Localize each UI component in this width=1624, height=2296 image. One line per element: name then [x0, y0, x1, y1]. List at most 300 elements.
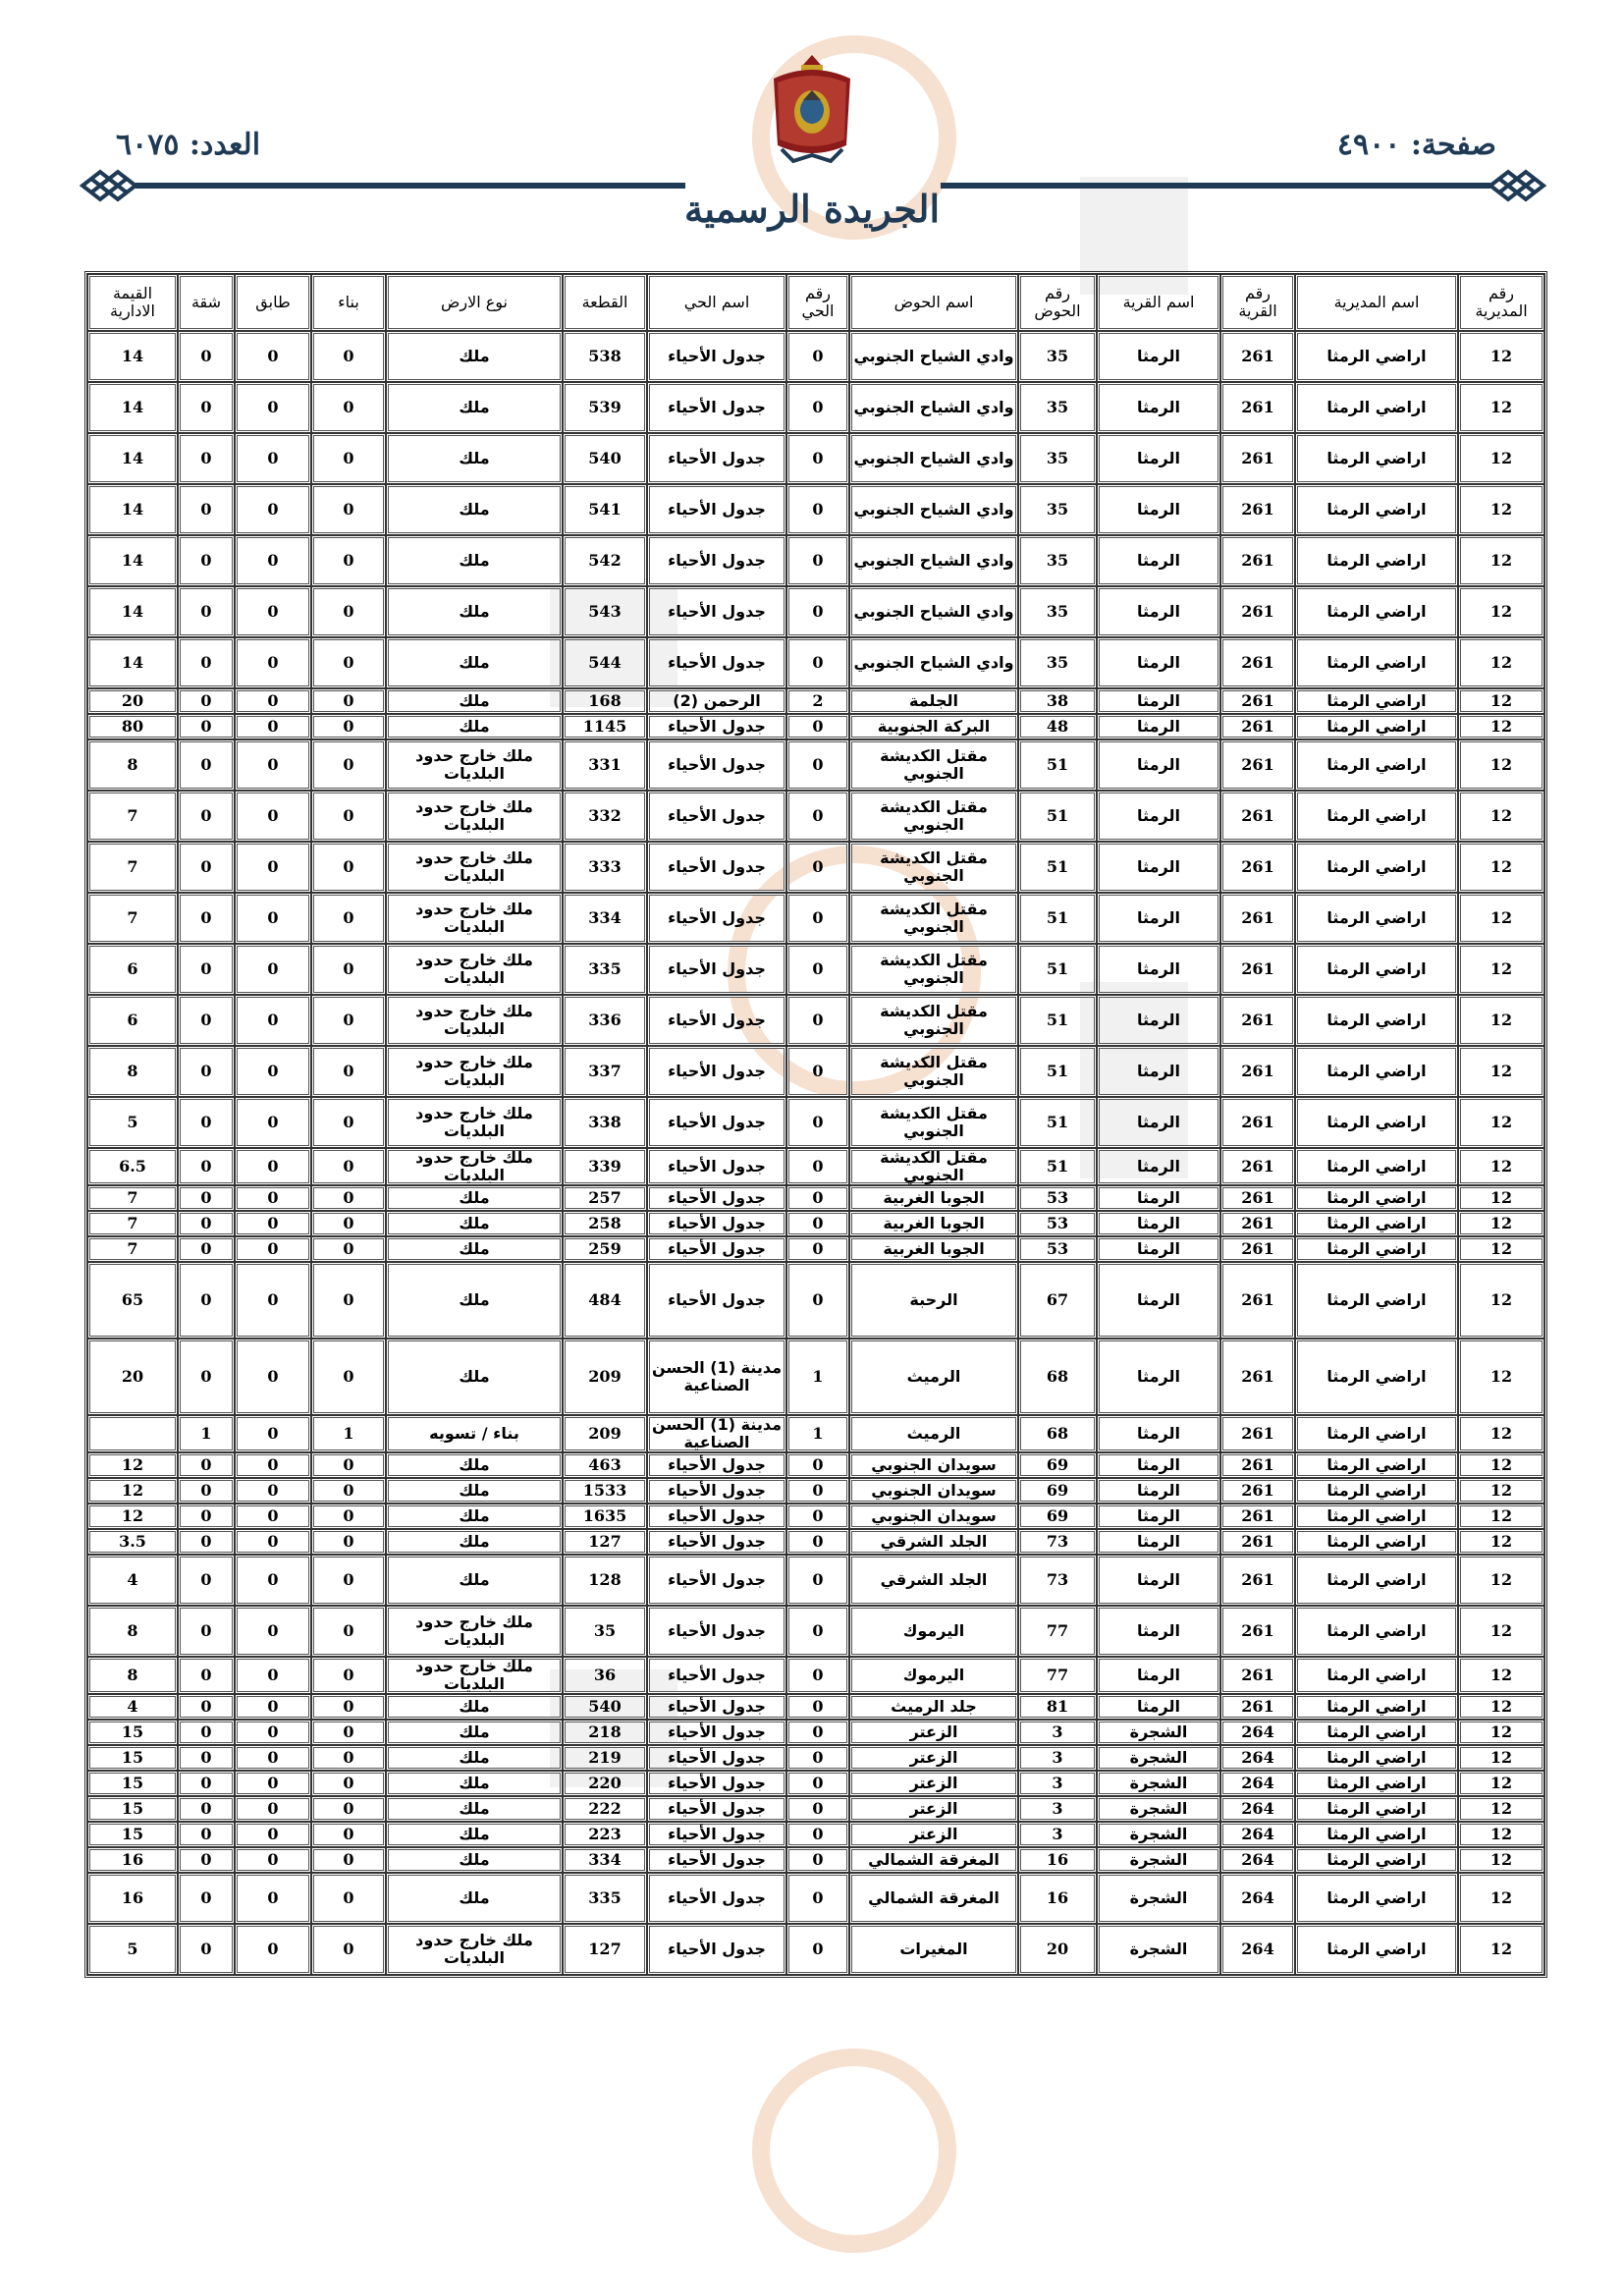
cell-district-name: جدول الأحياء	[647, 791, 786, 842]
cell-parcel: 218	[563, 1720, 647, 1745]
cell-district-no: 0	[786, 1657, 849, 1694]
cell-district-no: 0	[786, 1555, 849, 1606]
cell-directorate-no: 12	[1458, 944, 1544, 995]
cell-district-no: 1	[786, 1339, 849, 1415]
cell-basin-no: 77	[1018, 1606, 1097, 1657]
cell-floor: 0	[235, 1262, 311, 1339]
cell-parcel: 544	[563, 637, 647, 688]
header-village-no: رقم القرية	[1220, 274, 1295, 331]
header-basin-no: رقم الحوض	[1018, 274, 1097, 331]
cell-apartment: 0	[178, 637, 235, 688]
cell-basin-no: 35	[1018, 331, 1097, 382]
table-row	[87, 1924, 1544, 1975]
cell-village-name: الرمثا	[1097, 893, 1220, 944]
cell-parcel: 128	[563, 1555, 647, 1606]
cell-parcel: 540	[563, 433, 647, 484]
cell-directorate-name: اراضي الرمثا	[1295, 1924, 1458, 1975]
cell-admin-value: 15	[87, 1720, 178, 1745]
cell-village-name: الرمثا	[1097, 739, 1220, 791]
cell-district-no: 2	[786, 688, 849, 714]
cell-basin-no: 16	[1018, 1847, 1097, 1873]
cell-village-name: الشجرة	[1097, 1796, 1220, 1822]
cell-village-name: الرمثا	[1097, 791, 1220, 842]
cell-building: 0	[311, 1555, 386, 1606]
cell-admin-value: 6	[87, 995, 178, 1046]
cell-parcel: 542	[563, 535, 647, 586]
cell-directorate-name: اراضي الرمثا	[1295, 1657, 1458, 1694]
cell-district-name: جدول الأحياء	[647, 1211, 786, 1236]
cell-floor: 0	[235, 382, 311, 433]
cell-floor: 0	[235, 1046, 311, 1097]
cell-directorate-no: 12	[1458, 535, 1544, 586]
cell-village-name: الرمثا	[1097, 535, 1220, 586]
cell-directorate-no: 12	[1458, 893, 1544, 944]
cell-district-no: 0	[786, 791, 849, 842]
cell-floor: 0	[235, 842, 311, 893]
cell-admin-value: 5	[87, 1097, 178, 1148]
cell-village-no: 261	[1220, 535, 1295, 586]
cell-building: 0	[311, 1771, 386, 1796]
cell-directorate-name: اراضي الرمثا	[1295, 382, 1458, 433]
cell-directorate-no: 12	[1458, 1606, 1544, 1657]
cell-land-type: ملك	[386, 331, 563, 382]
cell-district-no: 0	[786, 484, 849, 535]
cell-basin-name: مقتل الكديشة الجنوبي	[849, 791, 1018, 842]
cell-basin-no: 35	[1018, 535, 1097, 586]
cell-building: 0	[311, 688, 386, 714]
cell-land-type: ملك	[386, 1452, 563, 1478]
cell-village-no: 261	[1220, 791, 1295, 842]
cell-village-no: 264	[1220, 1847, 1295, 1873]
cell-basin-name: الزعتر	[849, 1720, 1018, 1745]
cell-apartment: 0	[178, 484, 235, 535]
table-row	[87, 1555, 1544, 1606]
cell-land-type: ملك خارج حدود البلديات	[386, 1148, 563, 1185]
cell-parcel: 337	[563, 1046, 647, 1097]
cell-directorate-no: 12	[1458, 1262, 1544, 1339]
cell-parcel: 484	[563, 1262, 647, 1339]
cell-directorate-no: 12	[1458, 1097, 1544, 1148]
cell-land-type: ملك	[386, 1847, 563, 1873]
cell-directorate-no: 12	[1458, 1555, 1544, 1606]
cell-district-no: 0	[786, 1771, 849, 1796]
cell-floor: 0	[235, 331, 311, 382]
cell-directorate-no: 12	[1458, 1924, 1544, 1975]
cell-building: 0	[311, 1478, 386, 1503]
cell-directorate-name: اراضي الرمثا	[1295, 1046, 1458, 1097]
cell-village-name: الرمثا	[1097, 1478, 1220, 1503]
cell-parcel: 336	[563, 995, 647, 1046]
table-row	[87, 1771, 1544, 1796]
cell-admin-value: 14	[87, 433, 178, 484]
cell-land-type: ملك خارج حدود البلديات	[386, 944, 563, 995]
cell-floor: 0	[235, 1657, 311, 1694]
cell-district-no: 0	[786, 1694, 849, 1720]
cell-district-name: مدينة (1) الحسن الصناعية	[647, 1415, 786, 1452]
cell-village-no: 261	[1220, 1555, 1295, 1606]
cell-directorate-name: اراضي الرمثا	[1295, 331, 1458, 382]
cell-basin-no: 51	[1018, 1148, 1097, 1185]
cell-admin-value: 7	[87, 1236, 178, 1262]
cell-apartment: 0	[178, 1046, 235, 1097]
cell-village-no: 261	[1220, 1046, 1295, 1097]
cell-building: 0	[311, 535, 386, 586]
table-row	[87, 1415, 1544, 1452]
cell-district-no: 0	[786, 1822, 849, 1847]
cell-basin-name: مقتل الكديشة الجنوبي	[849, 1148, 1018, 1185]
header-apartment: شقة	[178, 274, 235, 331]
cell-parcel: 335	[563, 944, 647, 995]
cell-basin-no: 16	[1018, 1873, 1097, 1924]
cell-directorate-name: اراضي الرمثا	[1295, 1097, 1458, 1148]
cell-basin-name: المغرقة الشمالي	[849, 1847, 1018, 1873]
cell-building: 0	[311, 1211, 386, 1236]
cell-village-name: الرمثا	[1097, 433, 1220, 484]
cell-village-no: 261	[1220, 688, 1295, 714]
cell-district-name: جدول الأحياء	[647, 331, 786, 382]
cell-directorate-name: اراضي الرمثا	[1295, 1873, 1458, 1924]
cell-basin-name: الجوبا الغربية	[849, 1185, 1018, 1211]
cell-land-type: ملك	[386, 714, 563, 739]
cell-directorate-no: 12	[1458, 1657, 1544, 1694]
cell-parcel: 209	[563, 1415, 647, 1452]
cell-land-type: ملك خارج حدود البلديات	[386, 1657, 563, 1694]
cell-basin-no: 3	[1018, 1720, 1097, 1745]
cell-district-name: جدول الأحياء	[647, 433, 786, 484]
gazette-title: الجريدة الرسمية	[683, 187, 941, 231]
cell-directorate-no: 12	[1458, 331, 1544, 382]
table-row	[87, 1148, 1544, 1185]
cell-district-no: 0	[786, 1503, 849, 1529]
cell-building: 0	[311, 1148, 386, 1185]
cell-district-no: 0	[786, 1478, 849, 1503]
cell-directorate-no: 12	[1458, 484, 1544, 535]
table-row	[87, 1873, 1544, 1924]
cell-village-no: 261	[1220, 1606, 1295, 1657]
cell-district-name: جدول الأحياء	[647, 944, 786, 995]
table-row	[87, 791, 1544, 842]
cell-floor: 0	[235, 1478, 311, 1503]
cell-apartment: 0	[178, 1339, 235, 1415]
cell-basin-name: سويدان الجنوبي	[849, 1452, 1018, 1478]
cell-floor: 0	[235, 1415, 311, 1452]
cell-building: 0	[311, 1745, 386, 1771]
cell-village-no: 261	[1220, 1415, 1295, 1452]
cell-apartment: 0	[178, 382, 235, 433]
cell-parcel: 220	[563, 1771, 647, 1796]
cell-village-no: 261	[1220, 1657, 1295, 1694]
cell-directorate-no: 12	[1458, 637, 1544, 688]
cell-floor: 0	[235, 484, 311, 535]
header-basin-name: اسم الحوض	[849, 274, 1018, 331]
cell-apartment: 0	[178, 1555, 235, 1606]
cell-floor: 0	[235, 1694, 311, 1720]
cell-parcel: 463	[563, 1452, 647, 1478]
cell-village-name: الرمثا	[1097, 1657, 1220, 1694]
cell-district-name: جدول الأحياء	[647, 1873, 786, 1924]
cell-land-type: ملك	[386, 535, 563, 586]
cell-directorate-no: 12	[1458, 739, 1544, 791]
cell-directorate-no: 12	[1458, 714, 1544, 739]
cell-district-name: جدول الأحياء	[647, 535, 786, 586]
cell-apartment: 0	[178, 586, 235, 637]
cell-village-name: الرمثا	[1097, 1211, 1220, 1236]
cell-land-type: ملك خارج حدود البلديات	[386, 791, 563, 842]
cell-admin-value: 15	[87, 1822, 178, 1847]
cell-directorate-no: 12	[1458, 842, 1544, 893]
cell-directorate-name: اراضي الرمثا	[1295, 995, 1458, 1046]
cell-admin-value: 6	[87, 944, 178, 995]
cell-floor: 0	[235, 1822, 311, 1847]
cell-district-no: 0	[786, 714, 849, 739]
cell-village-name: الرمثا	[1097, 1415, 1220, 1452]
cell-admin-value: 20	[87, 1339, 178, 1415]
table-row	[87, 1529, 1544, 1555]
page-header	[0, 0, 1624, 265]
cell-directorate-no: 12	[1458, 1236, 1544, 1262]
cell-apartment: 0	[178, 842, 235, 893]
cell-directorate-name: اراضي الرمثا	[1295, 714, 1458, 739]
cell-admin-value: 14	[87, 586, 178, 637]
cell-directorate-no: 12	[1458, 382, 1544, 433]
cell-directorate-name: اراضي الرمثا	[1295, 1211, 1458, 1236]
cell-land-type: ملك	[386, 1555, 563, 1606]
cell-basin-name: وادي الشياح الجنوبي	[849, 586, 1018, 637]
cell-admin-value: 12	[87, 1478, 178, 1503]
cell-village-name: الرمثا	[1097, 995, 1220, 1046]
cell-district-no: 0	[786, 1606, 849, 1657]
cell-district-name: جدول الأحياء	[647, 1097, 786, 1148]
cell-directorate-name: اراضي الرمثا	[1295, 1771, 1458, 1796]
cell-district-no: 0	[786, 1452, 849, 1478]
cell-basin-name: الرحبة	[849, 1262, 1018, 1339]
cell-village-no: 261	[1220, 842, 1295, 893]
cell-basin-name: الزعتر	[849, 1745, 1018, 1771]
table-row	[87, 1211, 1544, 1236]
cell-land-type: ملك	[386, 1236, 563, 1262]
cell-admin-value: 7	[87, 1211, 178, 1236]
cell-directorate-no: 12	[1458, 1452, 1544, 1478]
cell-admin-value: 8	[87, 1606, 178, 1657]
cell-building: 0	[311, 1185, 386, 1211]
cell-directorate-name: اراضي الرمثا	[1295, 842, 1458, 893]
cell-directorate-no: 12	[1458, 1822, 1544, 1847]
cell-village-no: 264	[1220, 1873, 1295, 1924]
cell-admin-value: 12	[87, 1503, 178, 1529]
cell-basin-no: 51	[1018, 791, 1097, 842]
cell-admin-value: 7	[87, 1185, 178, 1211]
cell-district-name: الرحمن (2)	[647, 688, 786, 714]
cell-basin-no: 51	[1018, 893, 1097, 944]
cell-basin-no: 77	[1018, 1657, 1097, 1694]
cell-directorate-no: 12	[1458, 1771, 1544, 1796]
cell-basin-name: مقتل الكديشة الجنوبي	[849, 893, 1018, 944]
cell-land-type: ملك	[386, 1796, 563, 1822]
cell-village-no: 261	[1220, 1478, 1295, 1503]
cell-parcel: 332	[563, 791, 647, 842]
cell-building: 0	[311, 714, 386, 739]
cell-building: 0	[311, 1924, 386, 1975]
cell-directorate-no: 12	[1458, 586, 1544, 637]
cell-parcel: 335	[563, 1873, 647, 1924]
cell-land-type: ملك	[386, 688, 563, 714]
cell-district-name: جدول الأحياء	[647, 1822, 786, 1847]
cell-directorate-name: اراضي الرمثا	[1295, 791, 1458, 842]
cell-parcel: 259	[563, 1236, 647, 1262]
cell-floor: 0	[235, 433, 311, 484]
cell-admin-value: 4	[87, 1555, 178, 1606]
cell-district-name: جدول الأحياء	[647, 382, 786, 433]
cell-village-name: الرمثا	[1097, 1236, 1220, 1262]
cell-land-type: ملك	[386, 382, 563, 433]
cell-directorate-name: اراضي الرمثا	[1295, 1694, 1458, 1720]
cell-parcel: 35	[563, 1606, 647, 1657]
cell-village-no: 264	[1220, 1771, 1295, 1796]
cell-directorate-no: 12	[1458, 1415, 1544, 1452]
cell-directorate-name: اراضي الرمثا	[1295, 1148, 1458, 1185]
cell-district-name: جدول الأحياء	[647, 1924, 786, 1975]
table-row	[87, 1262, 1544, 1339]
cell-apartment: 0	[178, 1478, 235, 1503]
cell-basin-no: 73	[1018, 1529, 1097, 1555]
cell-apartment: 0	[178, 1211, 235, 1236]
cell-district-no: 0	[786, 382, 849, 433]
jordan-coat-of-arms-icon	[764, 51, 860, 167]
cell-district-no: 0	[786, 1211, 849, 1236]
cell-land-type: ملك خارج حدود البلديات	[386, 739, 563, 791]
cell-village-name: الرمثا	[1097, 1185, 1220, 1211]
cell-district-name: مدينة (1) الحسن الصناعية	[647, 1339, 786, 1415]
cell-district-name: جدول الأحياء	[647, 714, 786, 739]
cell-district-no: 0	[786, 535, 849, 586]
header-village-name: اسم القرية	[1097, 274, 1220, 331]
cell-village-no: 261	[1220, 1452, 1295, 1478]
cell-land-type: ملك خارج حدود البلديات	[386, 1924, 563, 1975]
cell-building: 0	[311, 382, 386, 433]
cell-village-no: 261	[1220, 1529, 1295, 1555]
cell-village-name: الشجرة	[1097, 1771, 1220, 1796]
cell-land-type: ملك خارج حدود البلديات	[386, 1097, 563, 1148]
cell-building: 0	[311, 331, 386, 382]
cell-district-no: 0	[786, 944, 849, 995]
cell-land-type: ملك	[386, 1478, 563, 1503]
cell-apartment: 0	[178, 331, 235, 382]
cell-district-name: جدول الأحياء	[647, 893, 786, 944]
cell-parcel: 127	[563, 1529, 647, 1555]
cell-village-name: الرمثا	[1097, 586, 1220, 637]
cell-parcel: 331	[563, 739, 647, 791]
cell-parcel: 257	[563, 1185, 647, 1211]
cell-district-name: جدول الأحياء	[647, 1606, 786, 1657]
cell-land-type: ملك	[386, 1720, 563, 1745]
cell-basin-no: 69	[1018, 1503, 1097, 1529]
cell-apartment: 0	[178, 1771, 235, 1796]
cell-district-name: جدول الأحياء	[647, 637, 786, 688]
cell-basin-name: الجلمة	[849, 688, 1018, 714]
cell-district-name: جدول الأحياء	[647, 586, 786, 637]
cell-apartment: 0	[178, 1924, 235, 1975]
cell-basin-no: 3	[1018, 1822, 1097, 1847]
cell-directorate-no: 12	[1458, 995, 1544, 1046]
cell-district-name: جدول الأحياء	[647, 1529, 786, 1555]
cell-admin-value: 8	[87, 1657, 178, 1694]
cell-land-type: ملك	[386, 1211, 563, 1236]
cell-basin-name: مقتل الكديشة الجنوبي	[849, 739, 1018, 791]
cell-apartment: 0	[178, 1148, 235, 1185]
cell-land-type: ملك	[386, 1262, 563, 1339]
table-row	[87, 1657, 1544, 1694]
cell-basin-no: 3	[1018, 1745, 1097, 1771]
cell-floor: 0	[235, 1555, 311, 1606]
cell-parcel: 1635	[563, 1503, 647, 1529]
cell-floor: 0	[235, 791, 311, 842]
cell-land-type: ملك	[386, 1822, 563, 1847]
cell-directorate-name: اراضي الرمثا	[1295, 1555, 1458, 1606]
header-directorate-name: اسم المديرية	[1295, 274, 1458, 331]
cell-directorate-name: اراضي الرمثا	[1295, 893, 1458, 944]
cell-building: 0	[311, 1452, 386, 1478]
cell-village-no: 261	[1220, 637, 1295, 688]
cell-admin-value: 14	[87, 382, 178, 433]
table-row	[87, 484, 1544, 535]
cell-admin-value: 14	[87, 331, 178, 382]
table-row	[87, 1606, 1544, 1657]
cell-basin-name: الزعتر	[849, 1796, 1018, 1822]
cell-building: 0	[311, 1796, 386, 1822]
cell-directorate-name: اراضي الرمثا	[1295, 1262, 1458, 1339]
cell-parcel: 1533	[563, 1478, 647, 1503]
cell-floor: 0	[235, 1606, 311, 1657]
cell-land-type: ملك	[386, 1694, 563, 1720]
cell-basin-no: 35	[1018, 637, 1097, 688]
cell-basin-name: الزعتر	[849, 1822, 1018, 1847]
cell-village-name: الرمثا	[1097, 1262, 1220, 1339]
cell-land-type: ملك	[386, 1185, 563, 1211]
cell-district-no: 0	[786, 893, 849, 944]
cell-district-name: جدول الأحياء	[647, 842, 786, 893]
cell-basin-no: 53	[1018, 1185, 1097, 1211]
cell-district-no: 0	[786, 1236, 849, 1262]
cell-basin-name: وادي الشياح الجنوبي	[849, 331, 1018, 382]
cell-floor: 0	[235, 1211, 311, 1236]
cell-apartment: 0	[178, 688, 235, 714]
cell-admin-value: 15	[87, 1771, 178, 1796]
cell-building: 0	[311, 1694, 386, 1720]
cell-basin-name: الجوبا الغربية	[849, 1236, 1018, 1262]
cell-village-name: الرمثا	[1097, 842, 1220, 893]
cell-district-name: جدول الأحياء	[647, 1555, 786, 1606]
cell-apartment: 0	[178, 1657, 235, 1694]
cell-basin-no: 51	[1018, 1097, 1097, 1148]
cell-admin-value: 16	[87, 1847, 178, 1873]
cell-village-name: الرمثا	[1097, 484, 1220, 535]
table-row	[87, 1694, 1544, 1720]
cell-district-no: 1	[786, 1415, 849, 1452]
cell-land-type: ملك خارج حدود البلديات	[386, 893, 563, 944]
cell-district-name: جدول الأحياء	[647, 1796, 786, 1822]
cell-parcel: 338	[563, 1097, 647, 1148]
header-land-type: نوع الارض	[386, 274, 563, 331]
cell-village-name: الشجرة	[1097, 1847, 1220, 1873]
cell-basin-no: 35	[1018, 382, 1097, 433]
cell-floor: 0	[235, 1924, 311, 1975]
cell-village-no: 264	[1220, 1745, 1295, 1771]
cell-village-name: الشجرة	[1097, 1720, 1220, 1745]
cell-parcel: 258	[563, 1211, 647, 1236]
cell-village-name: الرمثا	[1097, 331, 1220, 382]
cell-directorate-no: 12	[1458, 1745, 1544, 1771]
cell-directorate-no: 12	[1458, 1694, 1544, 1720]
